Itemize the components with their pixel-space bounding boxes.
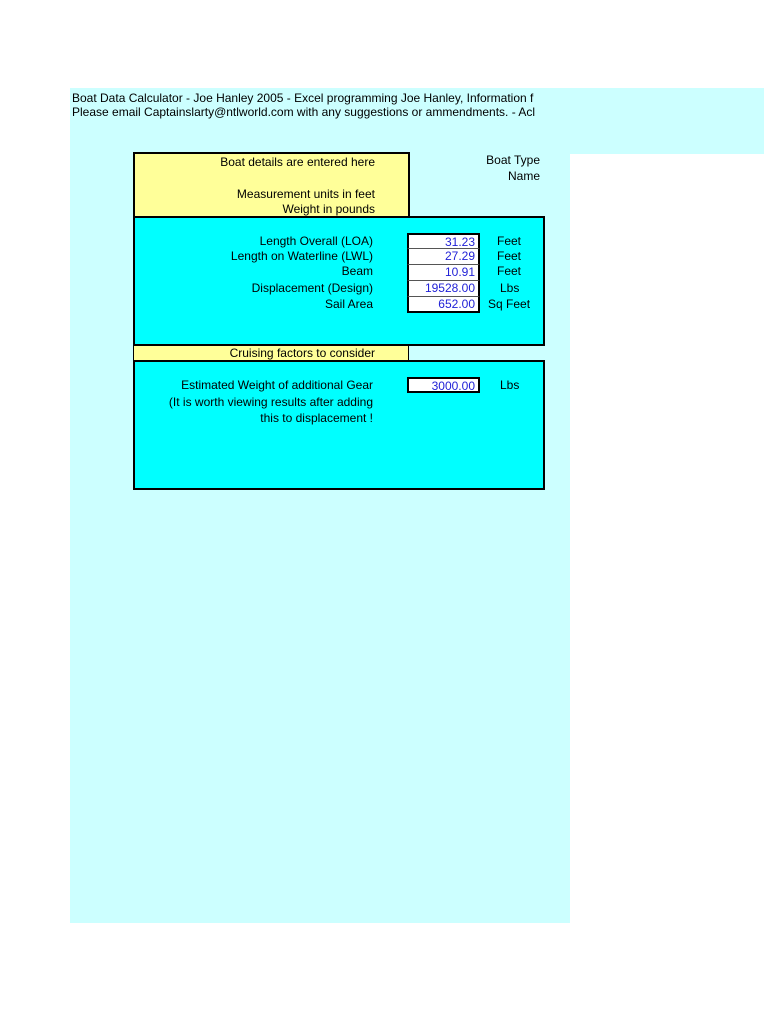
boat-name-label: Name [507, 169, 540, 183]
displacement-label: Displacement (Design) [251, 281, 373, 295]
beam-unit: Feet [497, 264, 522, 278]
sheet-background-top [570, 88, 764, 154]
gear-note-line2: this to displacement ! [260, 411, 373, 425]
beam-label: Beam [341, 264, 373, 278]
gear-weight-label: Estimated Weight of additional Gear [181, 378, 373, 392]
sail-area-input[interactable]: 652.00 [407, 297, 480, 313]
header-title: Boat Data Calculator - Joe Hanley 2005 - Excel programming Joe Hanley, Information f [72, 91, 534, 105]
gear-note-line1: (It is worth viewing results after adding [168, 395, 373, 409]
sail-area-unit: Sq Feet [488, 297, 531, 311]
gear-weight-unit: Lbs [500, 378, 520, 392]
displacement-unit: Lbs [500, 281, 520, 295]
loa-input[interactable]: 31.23 [407, 233, 480, 249]
gear-weight-input[interactable]: 3000.00 [407, 377, 480, 393]
details-entry-note: Boat details are entered here [220, 155, 375, 169]
loa-unit: Feet [497, 234, 522, 248]
details-box [133, 152, 410, 218]
displacement-input[interactable]: 19528.00 [407, 281, 480, 297]
beam-input[interactable]: 10.91 [407, 265, 480, 281]
boat-type-label: Boat Type [486, 153, 540, 167]
sail-area-label: Sail Area [324, 297, 373, 311]
units-feet-note: Measurement units in feet [236, 187, 375, 201]
units-pounds-note: Weight in pounds [282, 202, 375, 216]
cruising-header [133, 345, 409, 361]
loa-label: Length Overall (LOA) [259, 234, 373, 248]
lwl-input[interactable]: 27.29 [407, 249, 480, 265]
lwl-unit: Feet [497, 249, 522, 263]
header-contact: Please email Captainslarty@ntlworld.com with any suggestions or ammendments. - Acl [72, 105, 536, 119]
lwl-label: Length on Waterline (LWL) [230, 249, 373, 263]
cruising-title: Cruising factors to consider [229, 346, 375, 360]
